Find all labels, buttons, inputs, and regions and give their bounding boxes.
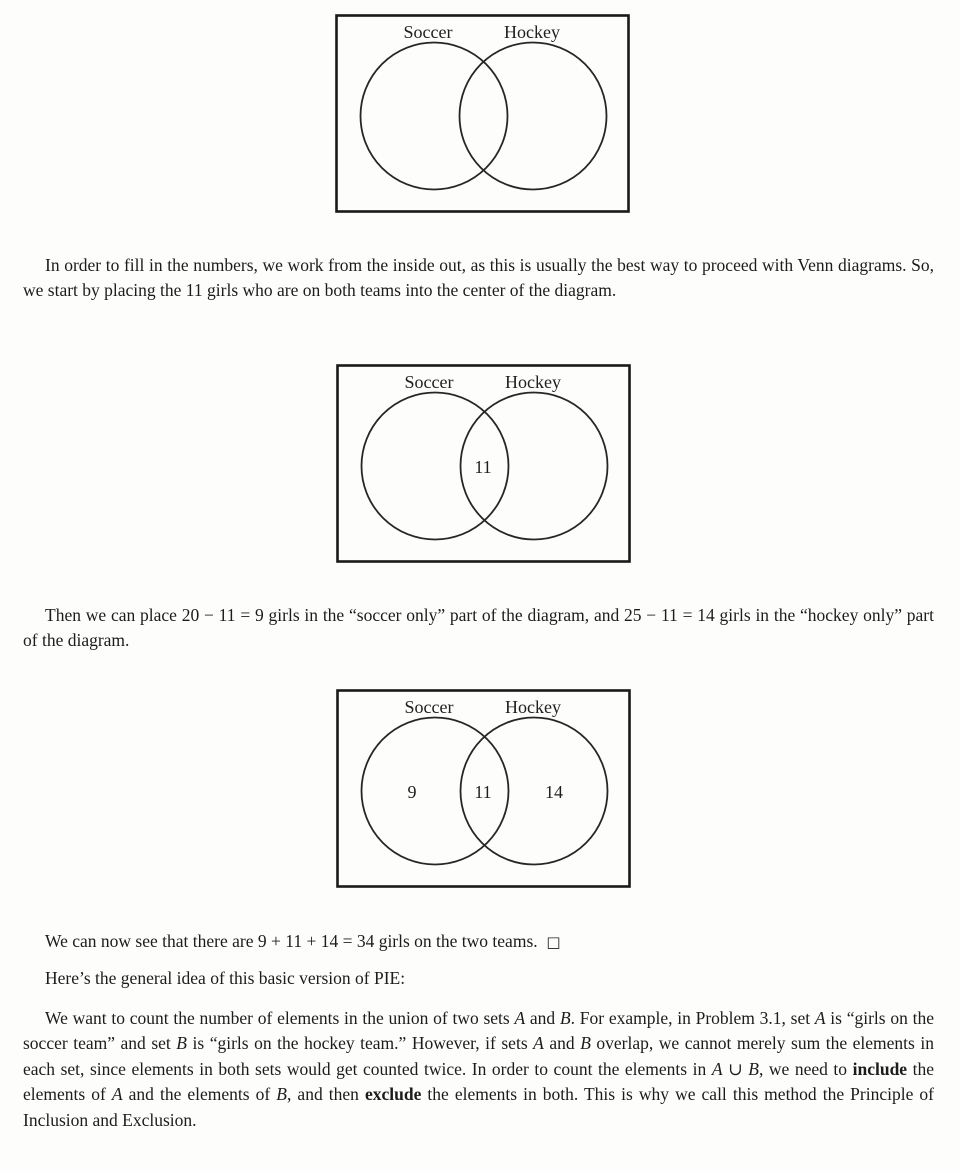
- venn-diagram-empty: [335, 14, 630, 213]
- paragraph-place-counts: Then we can place 20 − 11 = 9 girls in the “soccer only” part of the diagram, and 25 − 11 = 14 girls in the “hockey only” part of the diagram.: [23, 605, 934, 651]
- soccer-only-count: 9: [407, 782, 417, 802]
- hockey-label: Hockey: [505, 372, 561, 392]
- both-count: 11: [474, 457, 492, 477]
- total-girls-text: We can now see that there are 9 + 11 + 14 = 34 girls on the two teams.: [45, 931, 538, 951]
- soccer-label: Soccer: [404, 372, 454, 392]
- line-total-girls: [23, 929, 934, 955]
- soccer-circle: [361, 43, 508, 190]
- paragraph-pie-explanation: We want to count the number of elements in the union of two sets A and B. For example, in Problem 3.1, set A is “girls on the soccer team” and set B is “girls on the hockey team.” However, if sets A and B overlap, we cannot merely sum the elements in each set, since elements in both sets would get counted twice. In order to count the elements in A ∪ B, we need to include the elements of A and the elements of B, and then exclude the elements in both. This is why we call this method the Principle of Inclusion and Exclusion.: [23, 1008, 935, 1130]
- venn-diagram-center-filled: [336, 364, 631, 563]
- qed-square-icon: □: [546, 933, 561, 951]
- paragraph-fill-in-numbers: In order to fill in the numbers, we work from the inside out, as this is usually the best way to proceed with Venn diagrams. So, we start by placing the 11 girls who are on both teams into the center of the diagram.: [23, 255, 934, 301]
- venn-diagram-center-filled-svg: [336, 364, 631, 563]
- both-count: 11: [474, 782, 492, 802]
- hockey-label: Hockey: [505, 697, 561, 717]
- venn-diagram-empty-svg: [335, 14, 630, 213]
- venn-diagram-filled-svg: [336, 689, 631, 888]
- hockey-only-count: 14: [545, 782, 563, 802]
- line-pie-intro: Here’s the general idea of this basic version of PIE:: [45, 968, 406, 988]
- hockey-label: Hockey: [504, 22, 560, 42]
- soccer-label: Soccer: [404, 697, 454, 717]
- venn-frame: [337, 16, 629, 212]
- venn-diagram-filled: [336, 689, 631, 888]
- hockey-circle: [460, 43, 607, 190]
- soccer-label: Soccer: [403, 22, 453, 42]
